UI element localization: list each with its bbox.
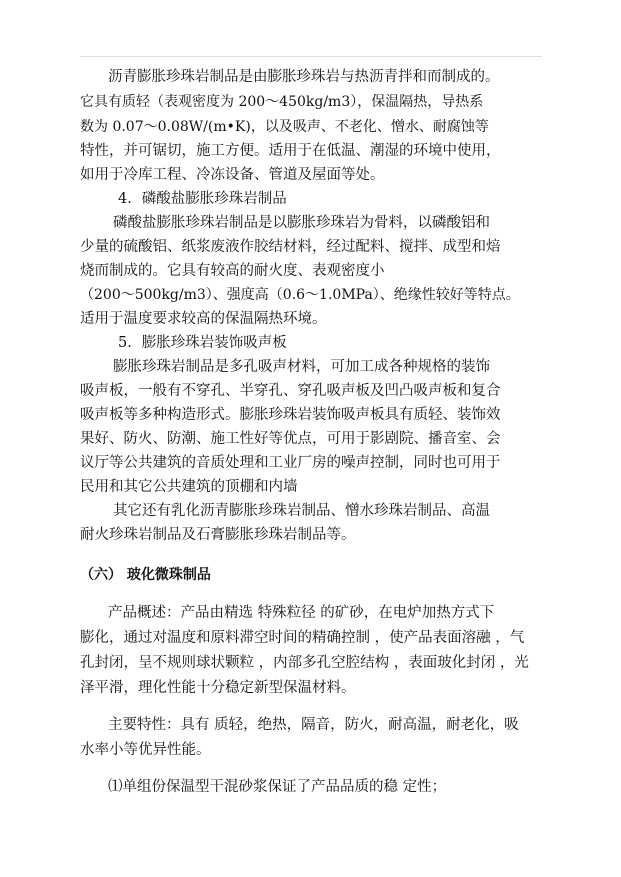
subheading-5: 5．膨胀珍珠岩装饰吸声板: [118, 335, 287, 351]
text-line: 烧而制成的。它具有较高的耐火度、表观密度小: [80, 263, 385, 279]
text-line: 吸声板等多种构造形式。膨胀珍珠岩装饰吸声板具有质轻、装饰效: [80, 407, 501, 423]
text-line: 民用和其它公共建筑的顶棚和内墙: [80, 479, 298, 495]
text-line: 它具有质轻（表观密度为 200～450kg/m3），保温隔热，导热系: [80, 94, 484, 110]
text-line: 磷酸盐膨胀珍珠岩制品是以膨胀珍珠岩为骨料，以磷酸铝和: [113, 215, 490, 231]
text-line: 特性，并可锯切，施工方便。适用于在低温、潮湿的环境中使用，: [80, 143, 501, 159]
text-line: 议厅等公共建筑的音质处理和工业厂房的噪声控制，同时也可用于: [80, 455, 501, 471]
text-line: 少量的硫酸铝、纸浆废液作胶结材料，经过配料、搅拌、成型和焙: [80, 239, 501, 255]
text-line: 果好、防火、防潮、施工性好等优点，可用于影剧院、播音室、会: [80, 431, 501, 447]
text-line: 主要特性：具有 质轻，绝热，隔音，防火，耐高温，耐老化，吸: [108, 717, 519, 733]
text-line: ⑴单组份保温型干混砂浆保证了产品品质的稳 定性；: [108, 779, 447, 795]
header-rule: [80, 56, 542, 57]
subheading-4: 4．磷酸盐膨胀珍珠岩制品: [118, 191, 287, 207]
text-line: 其它还有乳化沥青膨胀珍珠岩制品、憎水珍珠岩制品、高温: [113, 503, 490, 519]
text-line: 吸声板，一般有不穿孔、半穿孔、穿孔吸声板及凹凸吸声板和复合: [80, 383, 501, 399]
text-line: 膨胀珍珠岩制品是多孔吸声材料，可加工成各种规格的装饰: [113, 359, 490, 375]
text-line: 耐火珍珠岩制品及石膏膨胀珍珠岩制品等。: [80, 527, 356, 543]
text-line: 膨化，通过对温度和原料滞空时间的精确控制 ，使产品表面溶融 ，气: [80, 630, 525, 646]
text-line: 数为 0.07～0.08W/(m•K)，以及吸声、不老化、憎水、耐腐蚀等: [80, 119, 489, 135]
text-line: 孔封闭，呈不规则球状颗粒 ，内部多孔空腔结构 ，表面玻化封闭 ，光: [80, 655, 529, 671]
section-heading: （六） 玻化微珠制品: [80, 567, 211, 583]
text-line: 水率小等优异性能。: [80, 742, 211, 758]
text-line: （200～500kg/m3）、强度高（0.6～1.0MPa）、绝缘性较好等特点。: [80, 287, 520, 303]
text-line: 适用于温度要求较高的保温隔热环境。: [80, 311, 327, 327]
text-line: 沥青膨胀珍珠岩制品是由膨胀珍珠岩与热沥青拌和而制成的。: [108, 69, 500, 85]
text-line: 泽平滑，理化性能十分稳定新型保温材料。: [80, 680, 356, 696]
text-line: 产品概述：产品由精选 特殊粒径 的矿砂，在电炉加热方式下: [108, 605, 495, 621]
text-line: 如用于冷库工程、冷冻设备、管道及屋面等处。: [80, 167, 385, 183]
